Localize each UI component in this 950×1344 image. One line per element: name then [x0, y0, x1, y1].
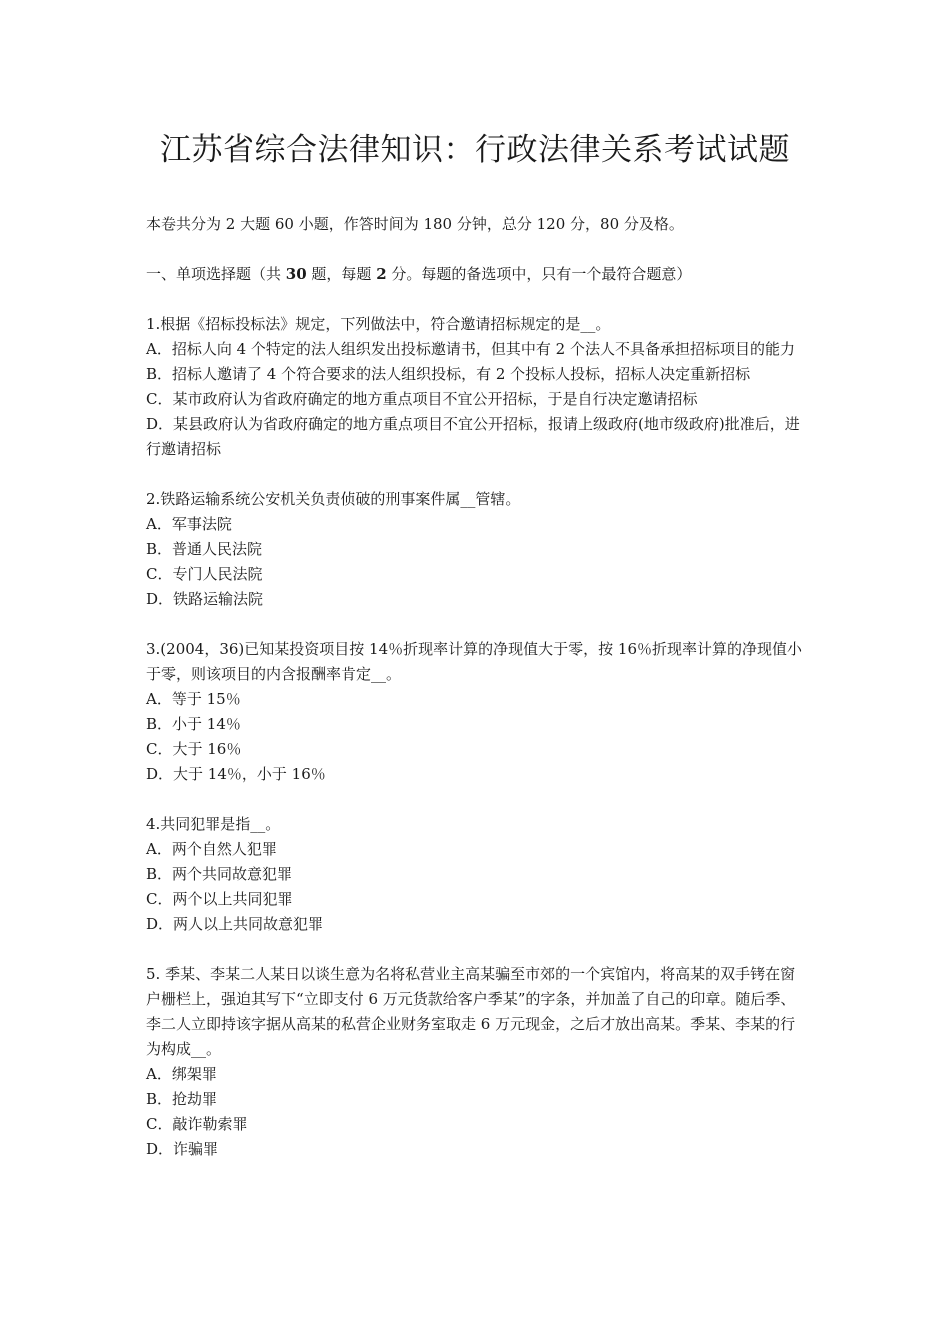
- question-3: [146, 637, 810, 787]
- document-body: [146, 212, 810, 1162]
- option-b: B．普通人民法院: [146, 540, 263, 558]
- question-stem: 2.铁路运输系统公安机关负责侦破的刑事案件属__管辖。: [146, 490, 521, 508]
- question-stem: 4.共同犯罪是指__。: [146, 815, 281, 833]
- option-a: A．绑架罪: [146, 1065, 217, 1083]
- option-b: B．小于 14％: [146, 715, 241, 733]
- question-stem: 5. 季某、李某二人某日以谈生意为名将私营业主高某骗至市郊的一个宾馆内，将高某的双手铐在窗户栅栏上，强迫其写下“立即支付 6 万元货款给客户季某”的字条，并加盖了自己的印章。随后季、李二人立即持该字据从高某的私营企业财务室取走 6 万元现金，之后才放出高某。季某、李某的行为构成__。: [146, 965, 796, 1058]
- option-a: A．两个自然人犯罪: [146, 840, 277, 858]
- question-stem: 3.(2004，36)已知某投资项目按 14％折现率计算的净现值大于零，按 16％折现率计算的净现值小于零，则该项目的内含报酬率肯定__。: [146, 640, 802, 683]
- option-d: D．大于 14％，小于 16％: [146, 765, 326, 783]
- option-c: C．专门人民法院: [146, 565, 263, 583]
- option-a: A．军事法院: [146, 515, 232, 533]
- option-b: B．两个共同故意犯罪: [146, 865, 293, 883]
- option-a: A．招标人向 4 个特定的法人组织发出投标邀请书，但其中有 2 个法人不具备承担招标项目的能力: [146, 340, 795, 358]
- option-d: D．两人以上共同故意犯罪: [146, 915, 324, 933]
- section-heading: 一、单项选择题（共 30 题，每题 2 分。每题的备选项中，只有一个最符合题意）: [146, 265, 692, 283]
- question-5: [146, 962, 810, 1162]
- option-d: D．诈骗罪: [146, 1140, 219, 1158]
- question-stem: 1.根据《招标投标法》规定，下列做法中，符合邀请招标规定的是__。: [146, 315, 611, 333]
- page-title: 江苏省综合法律知识：行政法律关系考试试题: [160, 132, 790, 168]
- question-4: [146, 812, 810, 937]
- option-b: B．抢劫罪: [146, 1090, 218, 1108]
- intro-text: 本卷共分为 2 大题 60 小题，作答时间为 180 分钟，总分 120 分，80 分及格。: [146, 215, 684, 233]
- option-c: C．敲诈勒索罪: [146, 1115, 248, 1133]
- question-2: [146, 487, 810, 612]
- question-1: [146, 312, 810, 462]
- option-c: C．两个以上共同犯罪: [146, 890, 293, 908]
- option-a: A．等于 15％: [146, 690, 241, 708]
- option-b: B．招标人邀请了 4 个符合要求的法人组织投标，有 2 个投标人投标，招标人决定重新招标: [146, 365, 751, 383]
- option-d: D．某县政府认为省政府确定的地方重点项目不宜公开招标，报请上级政府(地市级政府)批准后，进行邀请招标: [146, 415, 800, 458]
- option-c: C．大于 16％: [146, 740, 242, 758]
- option-c: C．某市政府认为省政府确定的地方重点项目不宜公开招标，于是自行决定邀请招标: [146, 390, 698, 408]
- option-d: D．铁路运输法院: [146, 590, 264, 608]
